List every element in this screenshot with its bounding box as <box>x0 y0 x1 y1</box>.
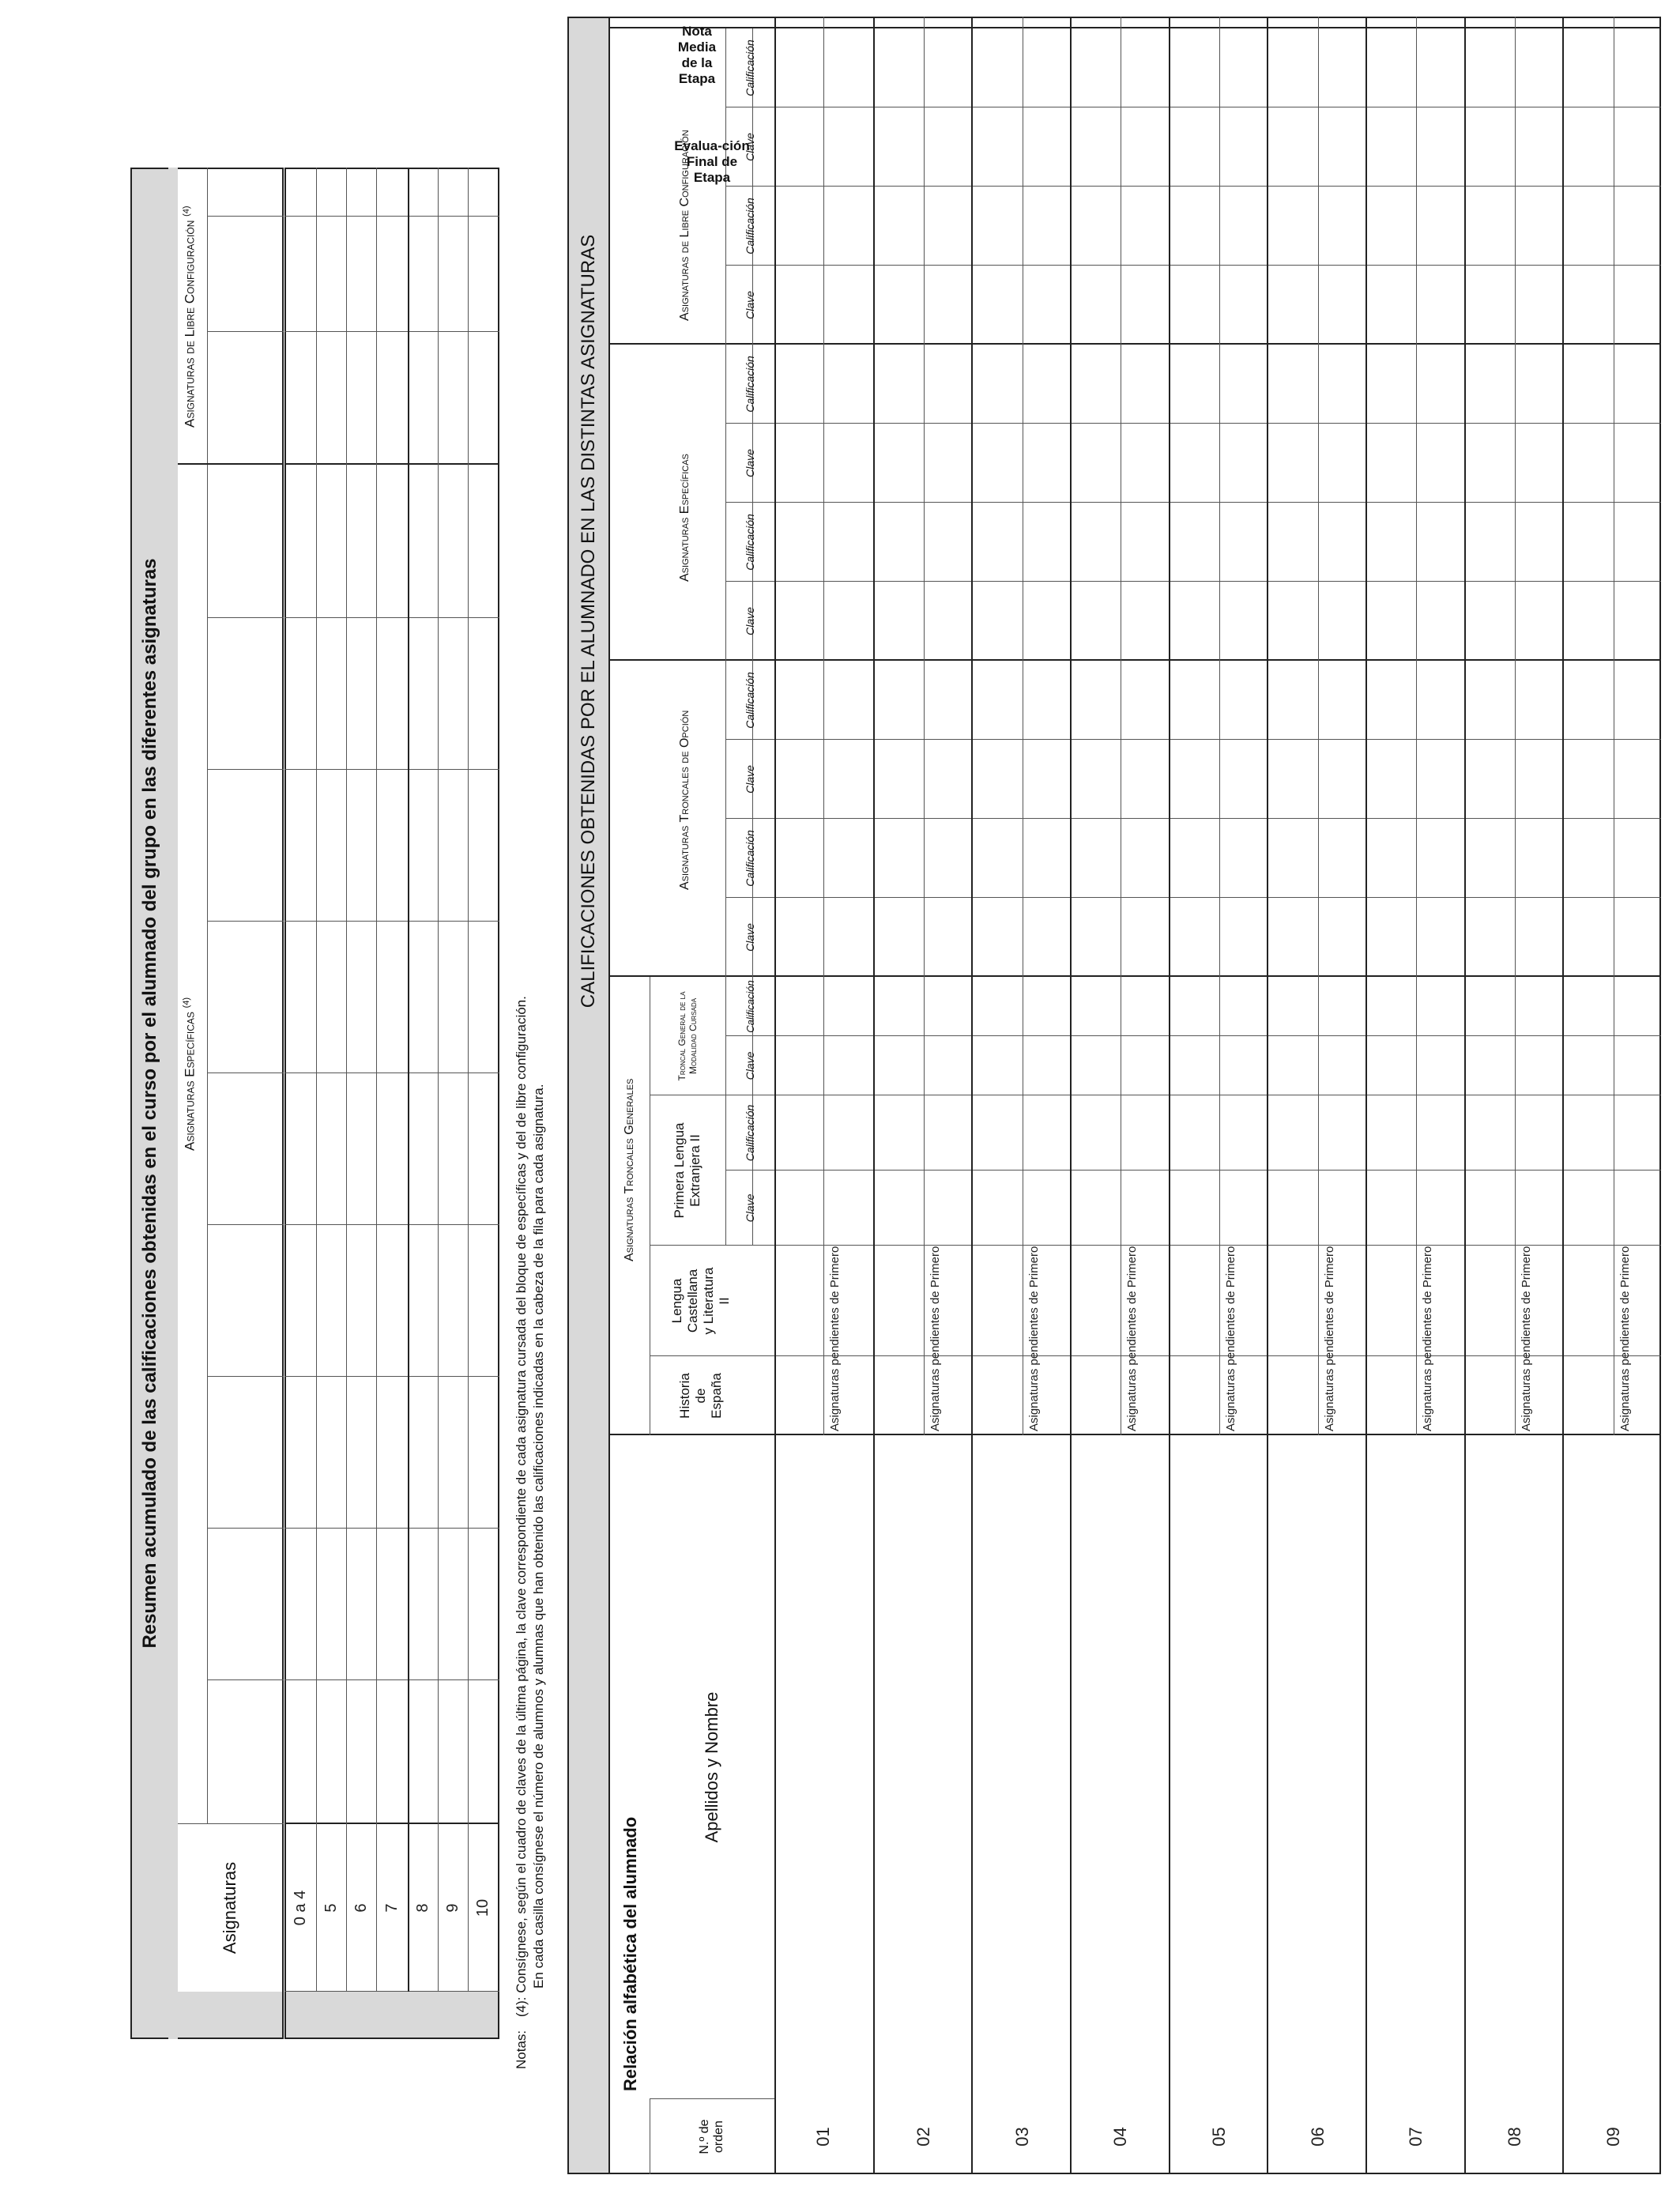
main-title: CALIFICACIONES OBTENIDAS POR EL ALUMNADO EN LAS DISTINTAS ASIGNATURAS <box>578 234 599 1008</box>
clave-3: Clave <box>744 923 756 952</box>
row-number: 03 <box>1011 2127 1032 2147</box>
troncales-generales-heading: Asignaturas Troncales Generales <box>623 1078 636 1261</box>
calificacion-6: Calificación <box>744 356 756 413</box>
especificas-heading: Asignaturas Específicas <box>678 454 691 582</box>
row-number: 01 <box>813 2127 834 2147</box>
pending-label: Asignaturas pendientes de Primero <box>828 1246 842 1431</box>
grade-row-label: 6 <box>352 1903 370 1913</box>
pending-label: Asignaturas pendientes de Primero <box>1421 1246 1435 1431</box>
row-number: 04 <box>1110 2127 1131 2147</box>
clave-7: Clave <box>744 291 756 319</box>
row-number: 09 <box>1603 2127 1623 2147</box>
student-rows <box>774 17 1661 2174</box>
historia-header: Historia de España <box>677 1373 724 1419</box>
student-row <box>1169 17 1269 2174</box>
calificacion-7: Calificación <box>744 198 756 254</box>
calificacion-3: Calificación <box>744 830 756 887</box>
main-title-bar <box>567 17 610 2174</box>
order-header: N.º de orden <box>698 2119 725 2154</box>
name-header: Apellidos y Nombre <box>702 1691 721 1843</box>
notes-label: Notas: <box>514 2030 529 2069</box>
pending-label: Asignaturas pendientes de Primero <box>928 1246 942 1431</box>
lengua-header: Lengua Castellana y Literatura II <box>669 1267 732 1335</box>
row-number: 08 <box>1504 2127 1524 2147</box>
calificacion-2: Calificación <box>744 980 756 1033</box>
clave-6: Clave <box>744 449 756 477</box>
grade-row-label: 7 <box>383 1903 401 1913</box>
grade-row-2 <box>346 168 377 1992</box>
summary-left-shade <box>168 168 178 2039</box>
student-row <box>1070 17 1170 2174</box>
pending-label: Asignaturas pendientes de Primero <box>1125 1246 1139 1431</box>
row-number: 05 <box>1208 2127 1229 2147</box>
student-row <box>1464 17 1565 2174</box>
clave-2: Clave <box>744 1051 756 1080</box>
calificacion-4: Calificación <box>744 672 756 729</box>
pending-label: Asignaturas pendientes de Primero <box>1618 1246 1632 1431</box>
primera-lengua-header: Primera Lengua Extranjera II <box>672 1122 703 1219</box>
student-row <box>774 17 873 2174</box>
clave-5: Clave <box>744 607 756 635</box>
summary-title-bar <box>130 168 170 2039</box>
student-row <box>1365 17 1466 2174</box>
row-number: 02 <box>913 2127 933 2147</box>
notes-line-1: (4): Consígnese, según el cuadro de claves de la última página, la clave correspondiente de cada asignatura cursada del bloque de específicas y del de libre configuración. <box>514 996 529 2017</box>
pending-label: Asignaturas pendientes de Primero <box>1223 1246 1237 1431</box>
notes-line-2: En cada casilla consígnese el número de alumnos y alumnas que han obtenido las calificaciones indicadas en la cabeza de la fila para cada asignatura. <box>531 1084 546 1989</box>
troncal-modalidad-header: Troncal General de la Modalidad Cursada <box>676 991 699 1081</box>
grade-row-label: 8 <box>414 1903 431 1913</box>
grade-row-label: 10 <box>474 1898 492 1917</box>
summary-header-label: Asignaturas <box>220 1861 239 1955</box>
si-no-cell <box>744 77 774 119</box>
row-number: 06 <box>1307 2127 1328 2147</box>
student-row <box>1267 17 1367 2174</box>
clave-4: Clave <box>744 765 756 794</box>
calificacion-8: Calificación <box>744 40 756 96</box>
summary-title: Resumen acumulado de las calificaciones obtenidas en el curso por el alumnado del grupo en las diferentes asignaturas <box>139 558 160 1649</box>
grade-row-label: 5 <box>322 1903 340 1913</box>
grade-row-1 <box>316 168 347 1992</box>
grade-row-label: 0 a 4 <box>292 1890 309 1926</box>
pending-label: Asignaturas pendientes de Primero <box>1026 1246 1041 1431</box>
student-row <box>971 17 1072 2174</box>
clave-1: Clave <box>744 1193 756 1223</box>
troncales-opcion-heading: Asignaturas Troncales de Opción <box>678 710 691 890</box>
student-row <box>1562 17 1663 2174</box>
summary-libre-heading: Asignaturas de Libre Configuración $^{(4)}$ <box>182 205 198 428</box>
summary-especificas-heading: Asignaturas Específicas $^{(4)}$ <box>182 997 198 1151</box>
libre-heading: Asignaturas de Libre Configuración <box>678 130 691 321</box>
relacion-heading: Relación alfabética del alumnado <box>620 1816 640 2091</box>
grade-row-4 <box>408 168 439 1992</box>
clave-8: Clave <box>744 133 756 161</box>
student-row <box>873 17 974 2174</box>
pending-label: Asignaturas pendientes de Primero <box>1519 1246 1533 1431</box>
summary-header-label-cell <box>178 1824 282 1992</box>
summary-body-side-shade <box>286 1992 498 2038</box>
nota-media-cell: Nota Media de la Etapa <box>677 24 717 86</box>
evaluacion-final-cell: Evalua-ción Final de Etapa <box>674 138 750 185</box>
grade-row-3 <box>376 168 409 1992</box>
pending-label: Asignaturas pendientes de Primero <box>1322 1246 1336 1431</box>
grade-row-6 <box>468 168 498 1992</box>
summary-side-shade <box>168 1992 282 2038</box>
row-number: 07 <box>1406 2127 1426 2147</box>
grade-row-label: 9 <box>444 1903 461 1913</box>
calificacion-5: Calificación <box>744 514 756 571</box>
calificacion-1: Calificación <box>744 1104 756 1162</box>
grade-row-5 <box>438 168 469 1992</box>
grade-row-0 <box>284 168 317 1992</box>
